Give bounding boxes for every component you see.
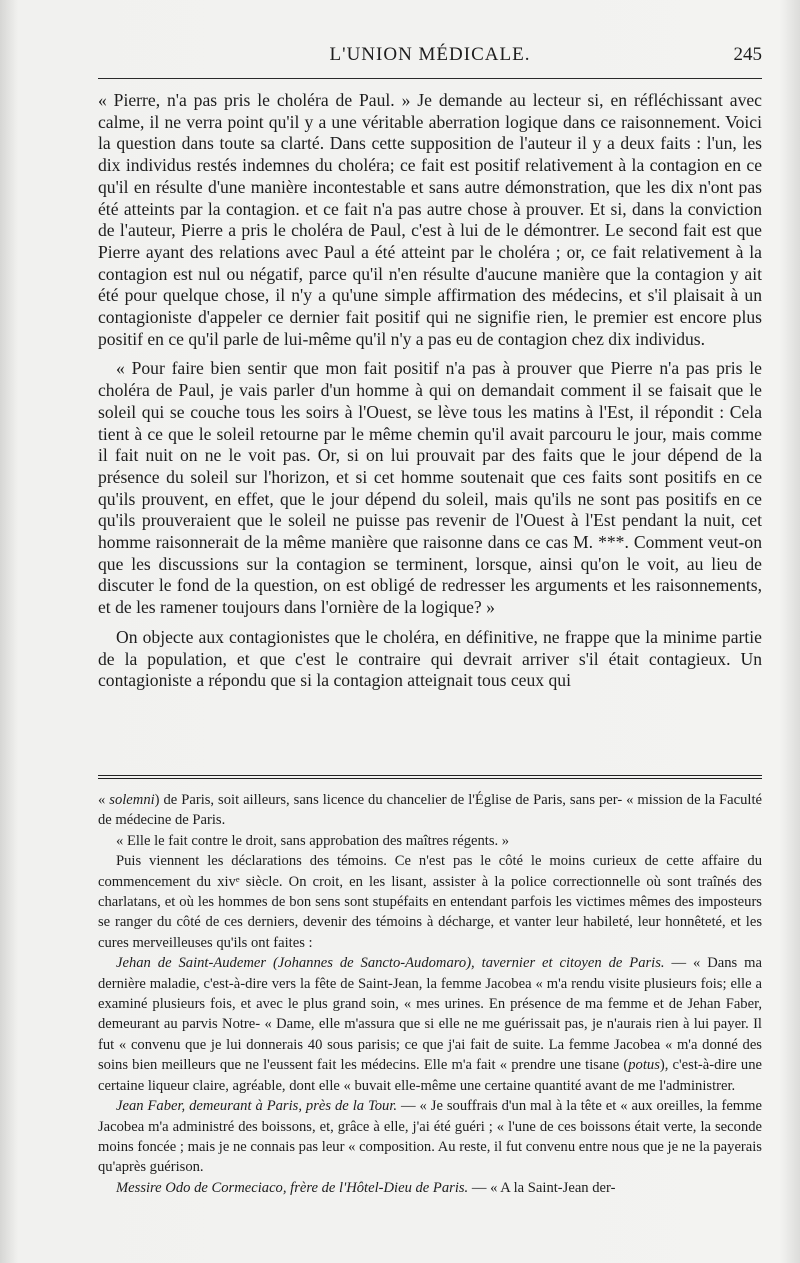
fn6-witness: Messire Odo de Cormeciaco, frère de l'Hôtel-Dieu de Paris. (116, 1179, 469, 1196)
main-text (98, 90, 762, 700)
footnote-paragraph-1 (98, 790, 762, 831)
fn6-text: — « A la Saint-Jean der- (468, 1179, 616, 1196)
footnote-paragraph-3: Puis viennent les déclarations des témoins. Ce n'est pas le côté le moins curieux de cette affaire du commencement du xivᵉ siècle. On croit, en les lisant, assister à la police correctionnelle où sont traînés des charlatans, et où les hommes de bon sens sont stupéfaits en entendant parfois les victimes mêmes des imposteurs se ranger du côté de ces derniers, devenir des témoins à décharge, et vanter leur habileté, leur honnêteté, et les cures merveilleuses qu'ils ont faites : (98, 853, 762, 951)
fn1-rest: ) de Paris, soit ailleurs, sans licence du chancelier de l'Église de Paris, sans per- « mission de la Faculté de médecine de Paris. (98, 792, 762, 829)
fn5-text: — « Je souffrais d'un mal à la tête et « aux oreilles, la femme Jacobea m'a administré des boissons, et, grâce à elle, j'ai été guéri ; « l'une de ces boissons était verte, la seconde moins foncée ; mais je ne connais pas leur « composition. Au reste, il fut convenu entre nous que je ne la payerais qu'après guérison. (98, 1098, 762, 1176)
page-number: 245 (733, 44, 762, 65)
page-header (98, 44, 762, 74)
footnote-paragraph-6 (98, 1178, 762, 1198)
footnote-paragraph-4 (98, 953, 762, 1096)
fn4-text-end: ), c'est-à-dire une certaine liqueur claire, agréable, dont elle « buvait elle-même une certaine quantité avant de me l'administrer. (98, 1057, 762, 1094)
footnotes (98, 790, 762, 1198)
footnote-paragraph-2: « Elle le fait contre le droit, sans approbation des maîtres régents. » (116, 832, 510, 849)
fn5-witness: Jean Faber, demeurant à Paris, près de la Tour. (116, 1098, 398, 1115)
fn4-text: — « Dans ma dernière maladie, c'est-à-dire vers la fête de Saint-Jean, la femme Jacobea « m'a rendu visite plusieurs fois; elle a examiné plusieurs fois, et avec le plus grand soin, « mes urines. En présence de ma femme et de Jehan Faber, demeurant au parvis Notre- « Dame, elle m'assura que si elle ne me guérissait pas, je n'aurais rien à lui payer. Il fut « convenu que je lui donnerais 40 sous parisis; ce que j'ai fait de suite. La femme Jacobea « m'a donné des soins bien meilleurs que ne l'eussent fait les médecins. Elle m'a fait « prendre une tisane ( (98, 955, 762, 1074)
paragraph-3: On objecte aux contagionistes que le choléra, en définitive, ne frappe que la minime partie de la population, et que c'est le contraire qui devrait arriver s'il était contagieux. Un contagioniste a répondu que si la contagion atteignait tous ceux qui (98, 626, 762, 691)
fn4-witness: Jehan de Saint-Audemer (Johannes de Sancto-Audomaro), tavernier et citoyen de Paris. (116, 955, 665, 972)
fn1-open: « (98, 792, 110, 808)
running-title: L'UNION MÉDICALE. (329, 44, 531, 65)
footnote-paragraph-5 (98, 1096, 762, 1178)
header-rule (98, 78, 762, 79)
paragraph-2: « Pour faire bien sentir que mon fait positif n'a pas à prouver que Pierre n'a pas pris le choléra de Paul, je vais parler d'un homme à qui on demandait comment il se faisait que le soleil qui se couche tous les soirs à l'Ouest, se lève tous les matins à l'Est, il répondit : Cela tient à ce que le soleil retourne par le même chemin qu'il avait parcouru le jour, mais comme il fait nuit on ne le voit pas. Or, si on lui prouvait par des faits que le jour dépend de la présence du soleil sur l'horizon, et si cet homme soutenait que ces faits sont positifs en ce qu'ils prouvent, en effet, que le jour dépend du soleil, mais qu'ils ne sont pas positifs en ce qu'ils prouveraient que le soleil ne puisse pas revenir de l'Ouest à l'Est pendant la nuit, cet homme raisonnerait de la même manière que raisonne dans ce cas M. ***. Comment veut-on que les discussions sur la contagion se terminent, lorsque, ainsi qu'on le voit, au lieu de discuter le fond de la question, on est obligé de redresser les arguments et les raisonnements, et de les ramener toujours dans l'ornière de la logique? » (98, 358, 762, 618)
fn1-italic: solemni (109, 792, 155, 808)
fn4-italic-potus: potus (628, 1057, 660, 1074)
footnote-separator (98, 775, 762, 779)
paragraph-1: « Pierre, n'a pas pris le choléra de Paul. » Je demande au lecteur si, en réfléchissant avec calme, il ne verra point qu'il y a une véritable aberration logique dans ce raisonnement. Voici la question dans toute sa clarté. Dans cette supposition de l'auteur il y a deux faits : l'un, les dix individus restés indemnes du choléra; ce fait est positif relativement à la contagion en ce qu'il en résulte d'une manière incontestable et sans autre démonstration, que les dix n'ont pas été atteints par la contagion. et ce fait n'a pas autre chose à prouver. Et si, dans la conviction de l'auteur, Pierre a pris le choléra de Paul, c'est à lui de le démontrer. Le second fait est que Pierre ayant des relations avec Paul a été atteint par le choléra ; or, ce fait relativement à la contagion est nul ou négatif, parce qu'il n'en résulte d'aucune manière que la contagion y ait été pour quelque chose, il n'y a qu'une simple affirmation des médecins, et s'il plaisait à un contagioniste d'appeler ce dernier fait positif qui ne signifie rien, le premier est encore plus positif en ce qu'il parle de lui-même qu'il n'y a pas eu de contagion chez dix individus. (98, 90, 762, 349)
